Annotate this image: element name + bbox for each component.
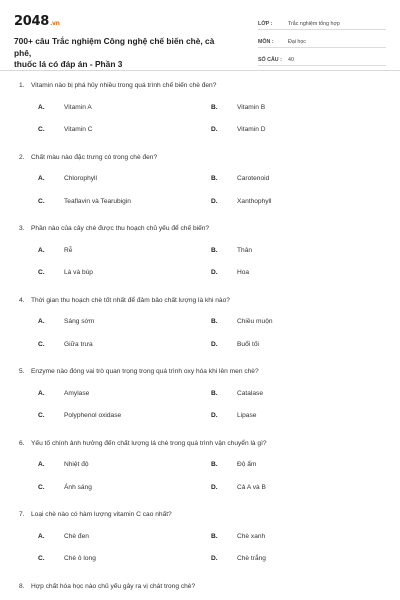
option-a[interactable] [14, 311, 186, 334]
option-text: Chiều muộn [237, 318, 273, 326]
title-line-1: 700+ câu Trắc nghiệm Công nghệ chế biến chè, cà phê, [14, 36, 215, 58]
option-letter: A. [38, 103, 45, 111]
option-text: Vitamin C [64, 126, 93, 134]
option-letter: B. [211, 532, 218, 540]
option-text: Catalase [237, 389, 264, 397]
option-d[interactable] [186, 405, 358, 428]
option-text: Vitamin A [64, 103, 92, 111]
page-title [14, 36, 229, 71]
option-d[interactable] [186, 119, 358, 142]
option-a[interactable] [14, 525, 186, 548]
options-grid [14, 96, 386, 141]
option-text: Sáng sớm [64, 318, 95, 326]
option-text: Amylase [64, 389, 90, 397]
site-logo[interactable] [14, 14, 229, 31]
question-text: Phần nào của cây chè được thu hoạch chủ yếu để chế biến? [31, 225, 210, 232]
option-text: Ánh sáng [64, 483, 92, 491]
option-letter: A. [38, 318, 45, 326]
question-stem [14, 221, 386, 239]
header [14, 0, 386, 68]
option-b[interactable] [186, 525, 358, 548]
exam-meta [258, 16, 386, 68]
option-c[interactable] [14, 476, 186, 499]
question-text: Hợp chất hóa học nào chủ yếu gây ra vị chát trong chè? [31, 582, 196, 590]
option-text: Carotenoid [237, 175, 270, 183]
option-letter: D. [211, 412, 218, 420]
option-text: Chlorophyll [64, 175, 97, 183]
option-a[interactable] [14, 382, 186, 405]
option-letter: B. [211, 246, 218, 254]
question-1 [14, 78, 386, 150]
option-a[interactable] [14, 239, 186, 262]
option-letter: A. [38, 461, 45, 469]
question-number: 1. [19, 82, 25, 89]
options-grid [14, 168, 386, 213]
option-text: Chè xanh [237, 532, 266, 540]
option-d[interactable] [186, 190, 358, 213]
option-b[interactable] [186, 96, 358, 119]
meta-row-class [258, 16, 386, 30]
logo-main: 2048 [14, 14, 49, 29]
question-text: Loại chè nào có hàm lượng vitamin C cao nhất? [31, 511, 172, 518]
option-text: Hoa [237, 269, 250, 277]
option-b[interactable] [186, 454, 358, 477]
option-d[interactable] [186, 262, 358, 285]
option-letter: D. [211, 126, 218, 134]
option-letter: B. [211, 318, 218, 326]
options-grid [14, 525, 386, 570]
question-8 [14, 579, 386, 600]
option-letter: C. [38, 412, 45, 420]
option-text: Chè đen [64, 532, 89, 540]
option-letter: A. [38, 175, 45, 183]
option-letter: B. [211, 389, 218, 397]
title-line-2: thuốc lá có đáp án - Phần 3 [14, 59, 123, 69]
option-text: Xanthophyll [237, 197, 272, 205]
question-7 [14, 507, 386, 579]
option-c[interactable] [14, 119, 186, 142]
brand-block [14, 14, 229, 68]
option-d[interactable] [186, 333, 358, 356]
question-text: Vitamin nào bị phá hủy nhiều trong quá trình chế biến chè đen? [31, 82, 217, 89]
option-c[interactable] [14, 333, 186, 356]
question-stem [14, 364, 386, 382]
option-text: Vitamin B [237, 103, 266, 111]
question-2 [14, 150, 386, 222]
header-divider [0, 70, 400, 71]
option-letter: C. [38, 197, 45, 205]
option-d[interactable] [186, 548, 358, 571]
question-stem [14, 78, 386, 96]
option-letter: D. [211, 555, 218, 563]
option-a[interactable] [14, 454, 186, 477]
option-letter: C. [38, 340, 45, 348]
option-letter: D. [211, 197, 218, 205]
option-text: Teaflavin và Tearubigin [64, 197, 131, 205]
meta-key: MÔN : [258, 39, 274, 45]
option-b[interactable] [186, 311, 358, 334]
option-a[interactable] [14, 96, 186, 119]
question-number: 3. [19, 225, 25, 232]
question-number: 4. [19, 296, 25, 304]
option-text: Rễ [64, 246, 73, 254]
option-text: Chè ô long [64, 555, 96, 563]
option-c[interactable] [14, 262, 186, 285]
options-grid [14, 239, 386, 284]
meta-value: Đại học [288, 39, 306, 45]
question-text: Yếu tố chính ảnh hưởng đến chất lượng lá chè trong quá trình vận chuyển là gì? [31, 439, 267, 447]
meta-row-count [258, 52, 386, 66]
question-list [14, 78, 386, 600]
meta-key: LỚP : [258, 21, 273, 27]
question-number: 6. [19, 439, 25, 447]
option-text: Polyphenol oxidase [64, 412, 122, 420]
question-5 [14, 364, 386, 436]
option-text: Lipase [237, 412, 257, 420]
question-number: 7. [19, 511, 25, 518]
meta-key: SỐ CÂU : [258, 57, 282, 63]
option-letter: D. [211, 340, 218, 348]
question-text: Chất màu nào đặc trưng có trong chè đen? [31, 153, 158, 161]
option-text: Độ ẩm [237, 461, 257, 469]
options-grid [14, 454, 386, 499]
option-b[interactable] [186, 239, 358, 262]
option-a[interactable] [14, 168, 186, 191]
option-letter: C. [38, 126, 45, 134]
option-text: Lá và búp [64, 269, 93, 277]
option-text: Thân [237, 246, 253, 254]
question-number: 2. [19, 153, 25, 161]
meta-value: 40 [288, 57, 294, 63]
question-number: 5. [19, 368, 25, 375]
question-4 [14, 293, 386, 365]
option-text: Giữa trưa [64, 340, 93, 348]
option-letter: D. [211, 269, 218, 277]
option-letter: A. [38, 532, 45, 540]
option-c[interactable] [14, 548, 186, 571]
option-b[interactable] [186, 168, 358, 191]
meta-row-subject [258, 34, 386, 48]
meta-value: Trắc nghiệm tổng hợp [288, 21, 340, 27]
option-letter: A. [38, 246, 45, 254]
option-letter: B. [211, 461, 218, 469]
option-c[interactable] [14, 405, 186, 428]
option-c[interactable] [14, 190, 186, 213]
question-6 [14, 436, 386, 508]
option-text: Cả A và B [237, 483, 266, 491]
option-letter: B. [211, 175, 218, 183]
question-stem [14, 436, 386, 454]
option-letter: C. [38, 555, 45, 563]
option-text: Chè trắng [237, 555, 266, 563]
option-letter: B. [211, 103, 218, 111]
option-b[interactable] [186, 382, 358, 405]
option-letter: D. [211, 483, 218, 491]
option-text: Nhiệt độ [64, 461, 89, 469]
question-stem [14, 579, 386, 597]
option-d[interactable] [186, 476, 358, 499]
logo-tld: .vn [49, 20, 60, 27]
option-text: Buổi tối [237, 340, 259, 348]
question-stem [14, 293, 386, 311]
option-text: Vitamin D [237, 126, 266, 134]
question-text: Thời gian thu hoạch chè tốt nhất để đảm bảo chất lượng là khi nào? [31, 296, 230, 304]
question-stem [14, 150, 386, 168]
option-letter: C. [38, 269, 45, 277]
question-stem [14, 507, 386, 525]
question-3 [14, 221, 386, 293]
options-grid [14, 311, 386, 356]
option-letter: C. [38, 483, 45, 491]
question-text: Enzyme nào đóng vai trò quan trọng trong quá trình oxy hóa khi lên men chè? [31, 368, 259, 375]
question-number: 8. [19, 582, 25, 590]
option-letter: A. [38, 389, 45, 397]
options-grid [14, 382, 386, 427]
